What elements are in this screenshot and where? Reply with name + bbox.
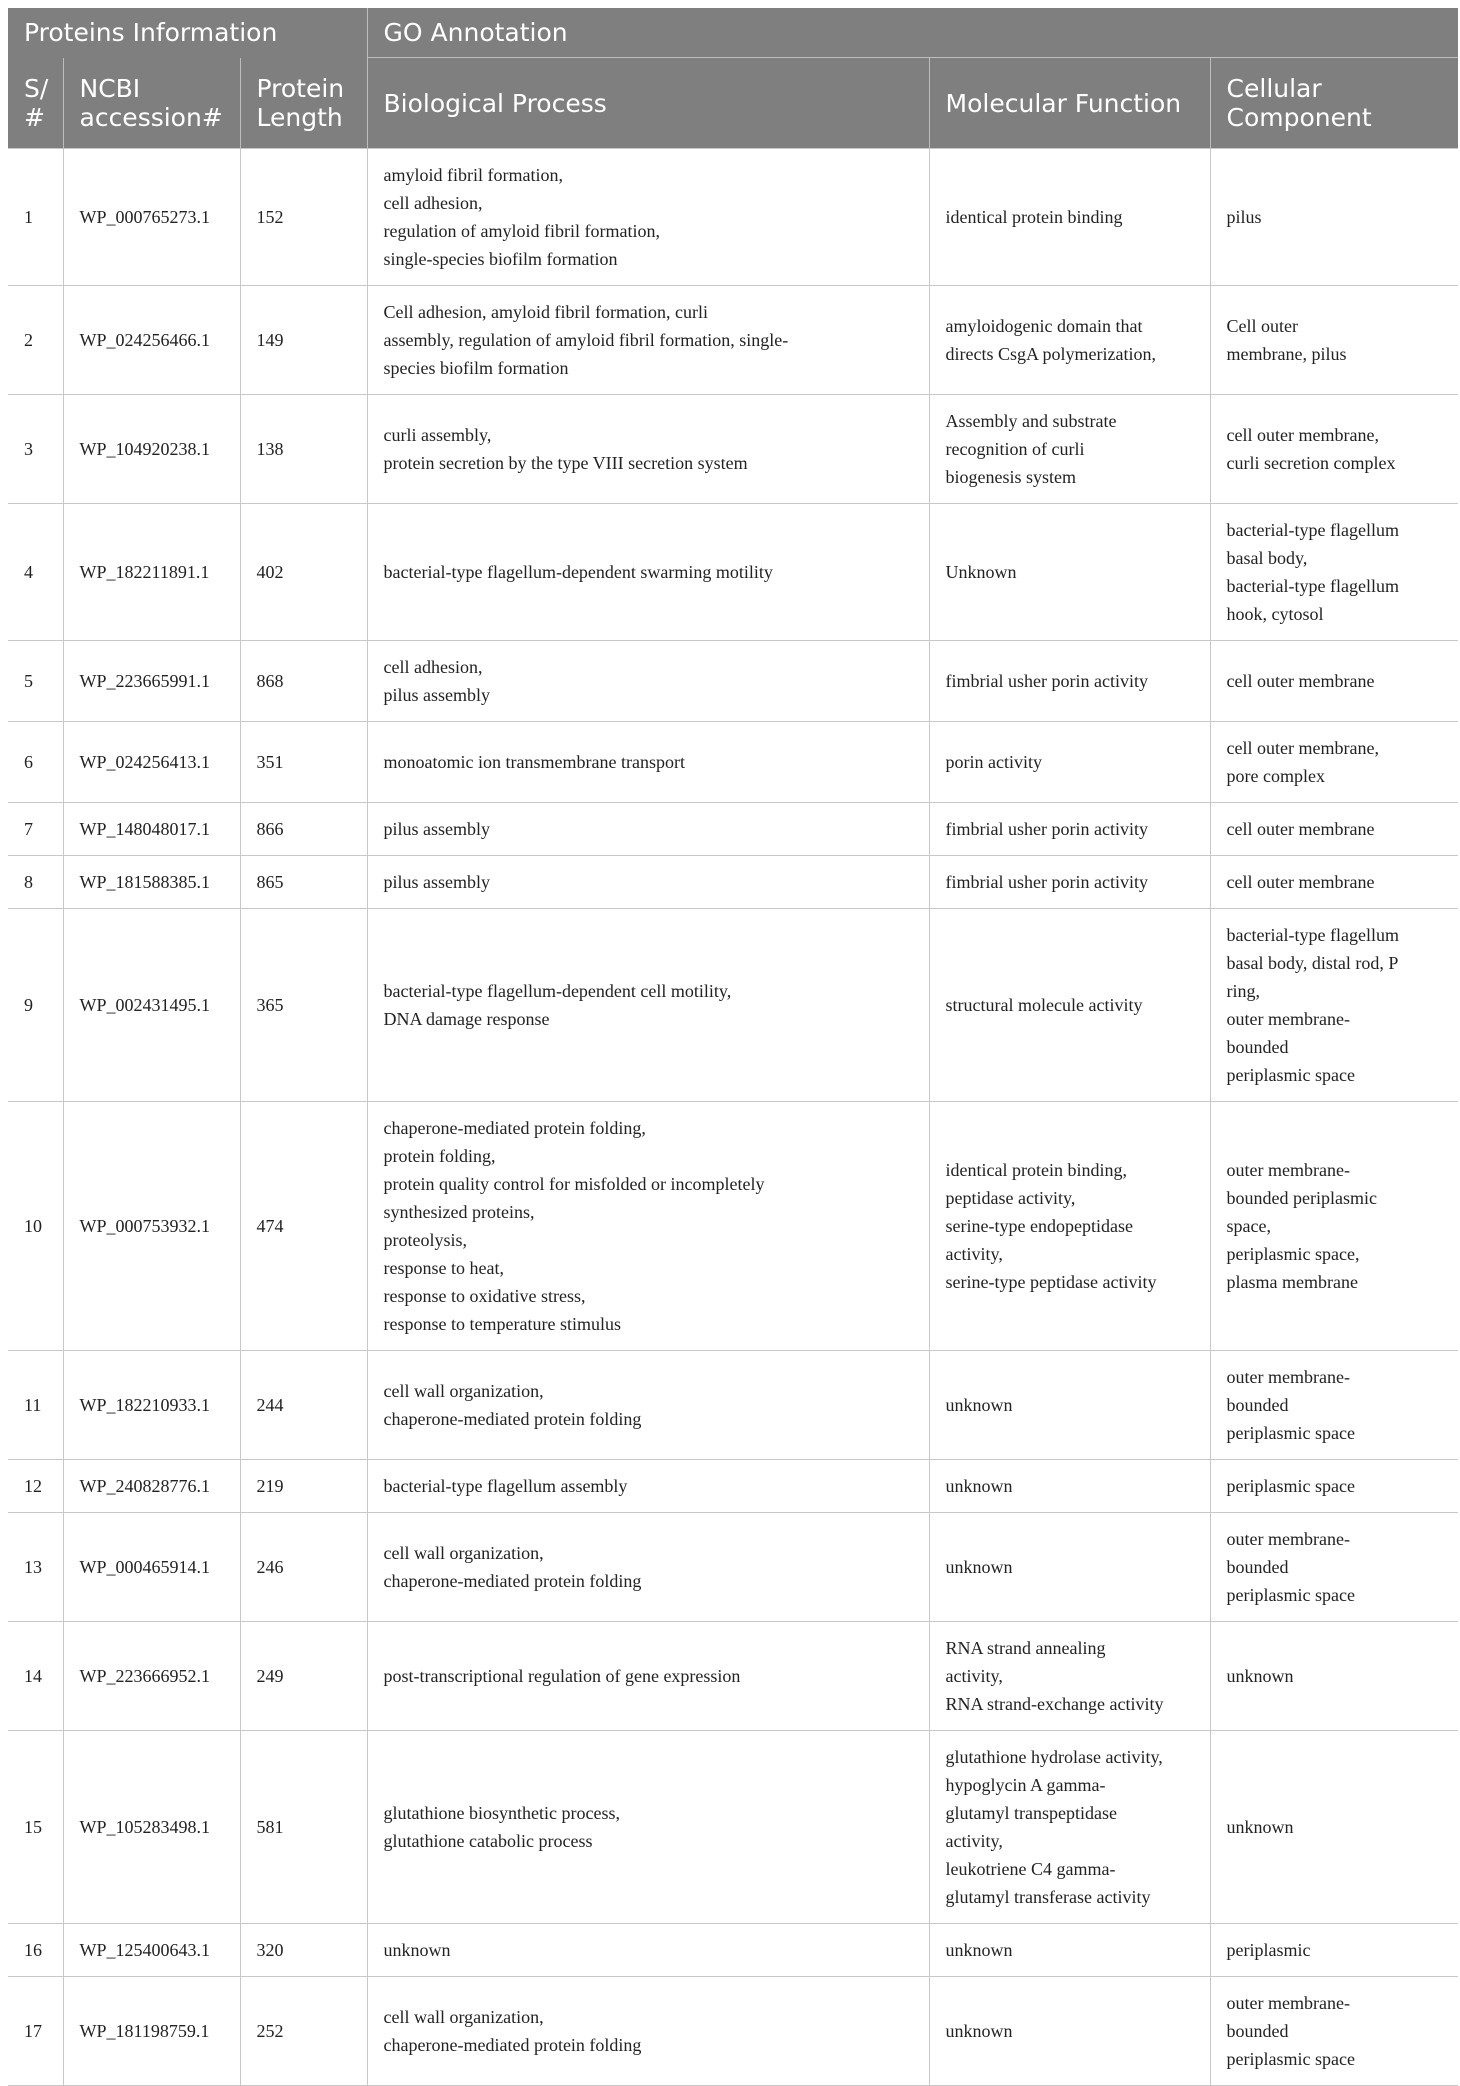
cell-cellular-component: cell outer membrane, curli secretion complex [1210,395,1458,504]
table-row [8,909,1458,1102]
column-header-ncbi-accession: NCBI accession# [63,58,240,149]
cell-molecular-function: unknown [929,1460,1210,1513]
cell-biological-process: cell adhesion, pilus assembly [367,641,929,722]
table-container [8,8,1458,2086]
cell-cellular-component: cell outer membrane [1210,641,1458,722]
cell-molecular-function: fimbrial usher porin activity [929,803,1210,856]
cell-cellular-component: outer membrane- bounded periplasmic space [1210,1351,1458,1460]
cell-length: 219 [240,1460,367,1513]
cell-molecular-function: identical protein binding, peptidase activity, serine-type endopeptidase activity, serine-type peptidase activity [929,1102,1210,1351]
cell-sn: 12 [8,1460,63,1513]
cell-accession: WP_181198759.1 [63,1977,240,2086]
cell-molecular-function: unknown [929,1977,1210,2086]
cell-cellular-component: periplasmic [1210,1924,1458,1977]
cell-sn: 5 [8,641,63,722]
cell-biological-process: amyloid fibril formation, cell adhesion, regulation of amyloid fibril formation, single-species biofilm formation [367,149,929,286]
protein-go-table [8,8,1458,2086]
cell-biological-process: pilus assembly [367,803,929,856]
cell-cellular-component: outer membrane- bounded periplasmic space [1210,1977,1458,2086]
cell-molecular-function: identical protein binding [929,149,1210,286]
cell-sn: 13 [8,1513,63,1622]
cell-biological-process: bacterial-type flagellum assembly [367,1460,929,1513]
column-header-molecular-function: Molecular Function [929,58,1210,149]
cell-length: 365 [240,909,367,1102]
table-row [8,1351,1458,1460]
column-header-protein-length: Protein Length [240,58,367,149]
cell-length: 138 [240,395,367,504]
cell-molecular-function: fimbrial usher porin activity [929,641,1210,722]
cell-biological-process: post-transcriptional regulation of gene expression [367,1622,929,1731]
cell-molecular-function: fimbrial usher porin activity [929,856,1210,909]
cell-molecular-function: structural molecule activity [929,909,1210,1102]
column-header-sn: S/ # [8,58,63,149]
cell-accession: WP_105283498.1 [63,1731,240,1924]
table-row [8,1731,1458,1924]
cell-sn: 10 [8,1102,63,1351]
table-row [8,1460,1458,1513]
cell-accession: WP_223666952.1 [63,1622,240,1731]
cell-molecular-function: unknown [929,1924,1210,1977]
cell-length: 249 [240,1622,367,1731]
cell-sn: 11 [8,1351,63,1460]
cell-biological-process: bacterial-type flagellum-dependent cell motility, DNA damage response [367,909,929,1102]
table-row [8,286,1458,395]
cell-sn: 4 [8,504,63,641]
cell-molecular-function: unknown [929,1513,1210,1622]
cell-molecular-function: Unknown [929,504,1210,641]
cell-cellular-component: periplasmic space [1210,1460,1458,1513]
cell-accession: WP_182211891.1 [63,504,240,641]
cell-biological-process: pilus assembly [367,856,929,909]
cell-cellular-component: bacterial-type flagellum basal body, bacterial-type flagellum hook, cytosol [1210,504,1458,641]
cell-cellular-component: unknown [1210,1622,1458,1731]
cell-biological-process: chaperone-mediated protein folding, protein folding, protein quality control for misfolded or incompletely synthesized proteins, proteolysis, response to heat, response to oxidative stress, response to temperature stimulus [367,1102,929,1351]
cell-sn: 15 [8,1731,63,1924]
cell-length: 581 [240,1731,367,1924]
column-header-row [8,58,1458,149]
cell-biological-process: monoatomic ion transmembrane transport [367,722,929,803]
table-row [8,1622,1458,1731]
cell-molecular-function: Assembly and substrate recognition of curli biogenesis system [929,395,1210,504]
cell-length: 246 [240,1513,367,1622]
table-row [8,1924,1458,1977]
cell-sn: 2 [8,286,63,395]
cell-length: 244 [240,1351,367,1460]
cell-accession: WP_024256466.1 [63,286,240,395]
cell-cellular-component: outer membrane- bounded periplasmic space, periplasmic space, plasma membrane [1210,1102,1458,1351]
cell-cellular-component: cell outer membrane [1210,803,1458,856]
cell-cellular-component: cell outer membrane, pore complex [1210,722,1458,803]
table-row [8,504,1458,641]
cell-length: 402 [240,504,367,641]
group-header-proteins-information: Proteins Information [8,8,367,58]
group-header-go-annotation: GO Annotation [367,8,1458,58]
cell-molecular-function: porin activity [929,722,1210,803]
cell-accession: WP_002431495.1 [63,909,240,1102]
cell-accession: WP_240828776.1 [63,1460,240,1513]
cell-sn: 6 [8,722,63,803]
table-row [8,1102,1458,1351]
cell-accession: WP_000753932.1 [63,1102,240,1351]
column-header-biological-process: Biological Process [367,58,929,149]
cell-length: 351 [240,722,367,803]
cell-cellular-component: unknown [1210,1731,1458,1924]
cell-sn: 8 [8,856,63,909]
cell-sn: 9 [8,909,63,1102]
table-body [8,149,1458,2086]
cell-length: 149 [240,286,367,395]
cell-length: 865 [240,856,367,909]
cell-length: 252 [240,1977,367,2086]
cell-accession: WP_182210933.1 [63,1351,240,1460]
cell-accession: WP_148048017.1 [63,803,240,856]
cell-accession: WP_024256413.1 [63,722,240,803]
cell-molecular-function: unknown [929,1351,1210,1460]
cell-biological-process: curli assembly, protein secretion by the type VIII secretion system [367,395,929,504]
cell-length: 320 [240,1924,367,1977]
cell-sn: 1 [8,149,63,286]
column-header-cellular-component: Cellular Component [1210,58,1458,149]
table-row [8,1513,1458,1622]
cell-accession: WP_000465914.1 [63,1513,240,1622]
cell-biological-process: glutathione biosynthetic process, glutathione catabolic process [367,1731,929,1924]
cell-accession: WP_000765273.1 [63,149,240,286]
table-row [8,641,1458,722]
cell-sn: 3 [8,395,63,504]
cell-molecular-function: amyloidogenic domain that directs CsgA polymerization, [929,286,1210,395]
cell-biological-process: bacterial-type flagellum-dependent swarming motility [367,504,929,641]
cell-molecular-function: glutathione hydrolase activity, hypoglycin A gamma- glutamyl transpeptidase activity, leukotriene C4 gamma- glutamyl transferase activity [929,1731,1210,1924]
group-header-row [8,8,1458,58]
cell-cellular-component: bacterial-type flagellum basal body, distal rod, P ring, outer membrane- bounded periplasmic space [1210,909,1458,1102]
cell-cellular-component: outer membrane- bounded periplasmic space [1210,1513,1458,1622]
cell-accession: WP_223665991.1 [63,641,240,722]
cell-molecular-function: RNA strand annealing activity, RNA strand-exchange activity [929,1622,1210,1731]
table-row [8,395,1458,504]
cell-sn: 16 [8,1924,63,1977]
table-row [8,803,1458,856]
cell-cellular-component: Cell outer membrane, pilus [1210,286,1458,395]
cell-length: 866 [240,803,367,856]
table-row [8,856,1458,909]
cell-cellular-component: cell outer membrane [1210,856,1458,909]
table-row [8,1977,1458,2086]
cell-sn: 17 [8,1977,63,2086]
cell-length: 868 [240,641,367,722]
table-row [8,722,1458,803]
cell-accession: WP_181588385.1 [63,856,240,909]
cell-biological-process: cell wall organization, chaperone-mediated protein folding [367,1513,929,1622]
cell-accession: WP_125400643.1 [63,1924,240,1977]
table-row [8,149,1458,286]
cell-length: 474 [240,1102,367,1351]
cell-sn: 14 [8,1622,63,1731]
cell-biological-process: Cell adhesion, amyloid fibril formation, curli assembly, regulation of amyloid fibril formation, single- species biofilm formation [367,286,929,395]
cell-accession: WP_104920238.1 [63,395,240,504]
cell-biological-process: cell wall organization, chaperone-mediated protein folding [367,1351,929,1460]
cell-cellular-component: pilus [1210,149,1458,286]
cell-biological-process: unknown [367,1924,929,1977]
cell-length: 152 [240,149,367,286]
cell-biological-process: cell wall organization, chaperone-mediated protein folding [367,1977,929,2086]
cell-sn: 7 [8,803,63,856]
